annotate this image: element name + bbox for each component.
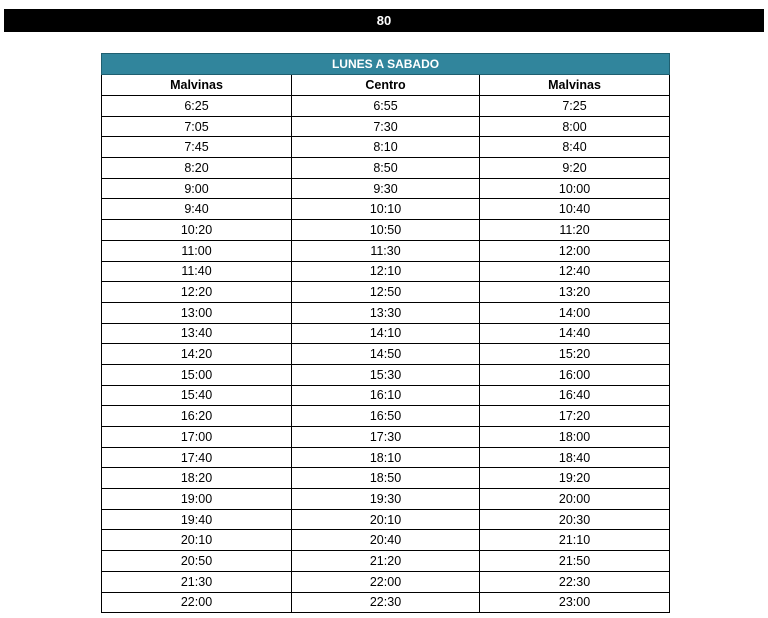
time-cell: 11:30: [292, 240, 480, 261]
time-cell: 13:30: [292, 302, 480, 323]
time-cell: 8:20: [102, 158, 292, 179]
time-cell: 21:20: [292, 551, 480, 572]
time-cell: 16:10: [292, 385, 480, 406]
time-cell: 16:50: [292, 406, 480, 427]
time-cell: 14:40: [480, 323, 670, 344]
column-header: Centro: [292, 75, 480, 96]
route-number-bar: [4, 9, 764, 32]
time-cell: 20:00: [480, 489, 670, 510]
time-cell: 10:00: [480, 178, 670, 199]
time-cell: 17:40: [102, 447, 292, 468]
table-row: [102, 158, 670, 179]
time-cell: 16:00: [480, 364, 670, 385]
time-cell: 16:40: [480, 385, 670, 406]
time-cell: 15:30: [292, 364, 480, 385]
time-cell: 9:20: [480, 158, 670, 179]
time-cell: 18:40: [480, 447, 670, 468]
time-cell: 22:30: [292, 592, 480, 613]
schedule-title: LUNES A SABADO: [102, 54, 670, 75]
table-row: [102, 199, 670, 220]
time-cell: 21:10: [480, 530, 670, 551]
time-cell: 8:40: [480, 137, 670, 158]
time-cell: 11:40: [102, 261, 292, 282]
time-cell: 10:50: [292, 220, 480, 241]
table-row: [102, 406, 670, 427]
time-cell: 18:20: [102, 468, 292, 489]
time-cell: 14:10: [292, 323, 480, 344]
time-cell: 7:25: [480, 96, 670, 117]
time-cell: 13:20: [480, 282, 670, 303]
table-row: [102, 96, 670, 117]
table-row: [102, 261, 670, 282]
time-cell: 20:10: [102, 530, 292, 551]
table-row: [102, 427, 670, 448]
time-cell: 14:50: [292, 344, 480, 365]
time-cell: 20:50: [102, 551, 292, 572]
time-cell: 10:40: [480, 199, 670, 220]
table-row: [102, 385, 670, 406]
time-cell: 14:20: [102, 344, 292, 365]
time-cell: 6:55: [292, 96, 480, 117]
time-cell: 13:00: [102, 302, 292, 323]
time-cell: 8:00: [480, 116, 670, 137]
time-cell: 13:40: [102, 323, 292, 344]
table-row: [102, 137, 670, 158]
table-row: [102, 364, 670, 385]
time-cell: 19:20: [480, 468, 670, 489]
time-cell: 9:00: [102, 178, 292, 199]
table-row: [102, 571, 670, 592]
time-cell: 22:00: [102, 592, 292, 613]
route-number: 80: [376, 13, 392, 28]
time-cell: 9:40: [102, 199, 292, 220]
time-cell: 10:20: [102, 220, 292, 241]
table-row: [102, 282, 670, 303]
time-cell: 12:50: [292, 282, 480, 303]
column-header: Malvinas: [480, 75, 670, 96]
time-cell: 19:40: [102, 509, 292, 530]
time-cell: 9:30: [292, 178, 480, 199]
table-row: [102, 178, 670, 199]
table-row: [102, 116, 670, 137]
time-cell: 17:20: [480, 406, 670, 427]
column-header: Malvinas: [102, 75, 292, 96]
time-cell: 17:00: [102, 427, 292, 448]
time-cell: 7:05: [102, 116, 292, 137]
time-cell: 15:00: [102, 364, 292, 385]
time-cell: 8:10: [292, 137, 480, 158]
time-cell: 18:10: [292, 447, 480, 468]
time-cell: 16:20: [102, 406, 292, 427]
time-cell: 20:10: [292, 509, 480, 530]
time-cell: 21:50: [480, 551, 670, 572]
time-cell: 6:25: [102, 96, 292, 117]
time-cell: 11:00: [102, 240, 292, 261]
table-row: [102, 468, 670, 489]
table-row: [102, 220, 670, 241]
table-row: [102, 323, 670, 344]
time-cell: 12:40: [480, 261, 670, 282]
time-cell: 11:20: [480, 220, 670, 241]
time-cell: 15:40: [102, 385, 292, 406]
time-cell: 7:45: [102, 137, 292, 158]
table-row: [102, 509, 670, 530]
time-cell: 17:30: [292, 427, 480, 448]
table-row: [102, 592, 670, 613]
time-cell: 22:30: [480, 571, 670, 592]
time-cell: 18:50: [292, 468, 480, 489]
time-cell: 23:00: [480, 592, 670, 613]
time-cell: 8:50: [292, 158, 480, 179]
table-row: [102, 240, 670, 261]
time-cell: 12:00: [480, 240, 670, 261]
table-row: [102, 302, 670, 323]
table-row: [102, 551, 670, 572]
table-row: [102, 344, 670, 365]
time-cell: 20:40: [292, 530, 480, 551]
table-row: [102, 447, 670, 468]
time-cell: 20:30: [480, 509, 670, 530]
time-cell: 18:00: [480, 427, 670, 448]
time-cell: 14:00: [480, 302, 670, 323]
time-cell: 15:20: [480, 344, 670, 365]
table-row: [102, 530, 670, 551]
time-cell: 12:10: [292, 261, 480, 282]
schedule-table: [101, 53, 670, 613]
table-row: [102, 489, 670, 510]
time-cell: 21:30: [102, 571, 292, 592]
column-header-row: [102, 75, 670, 96]
time-cell: 7:30: [292, 116, 480, 137]
time-cell: 19:30: [292, 489, 480, 510]
time-cell: 12:20: [102, 282, 292, 303]
time-cell: 10:10: [292, 199, 480, 220]
time-cell: 19:00: [102, 489, 292, 510]
time-cell: 22:00: [292, 571, 480, 592]
